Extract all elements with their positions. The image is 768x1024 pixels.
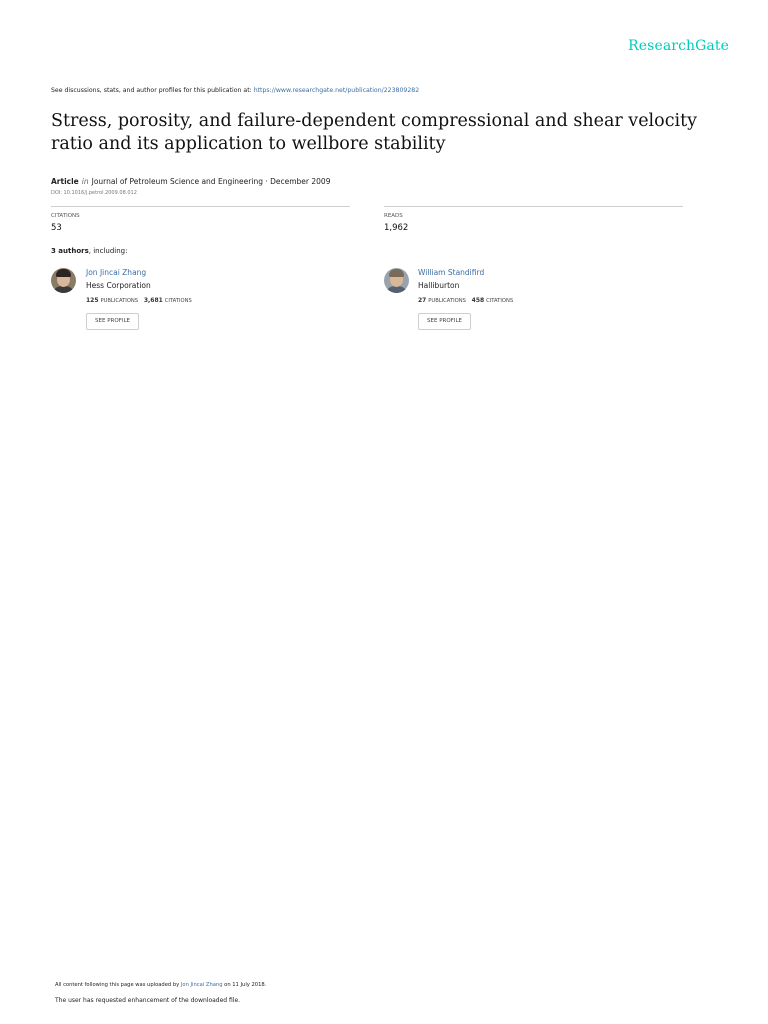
avatar[interactable]	[51, 268, 76, 293]
citations-label: CITATIONS	[51, 213, 80, 219]
author-citations-label: CITATIONS	[486, 298, 514, 304]
author-name-link[interactable]: William Standifird	[418, 268, 485, 277]
upload-prefix: All content following this page was uploaded by	[55, 982, 181, 988]
upload-notice	[55, 982, 266, 988]
uploader-link[interactable]: Jon Jincai Zhang	[180, 982, 223, 988]
avatar-hair	[56, 269, 71, 277]
avatar-hair	[389, 269, 404, 277]
discussion-prefix: See discussions, stats, and author profiles for this publication at:	[51, 87, 254, 94]
author-citation-count: 3,681	[143, 297, 163, 304]
divider-reads	[384, 206, 683, 207]
avatar-body	[385, 286, 408, 293]
paper-title: Stress, porosity, and failure-dependent compressional and shear velocity ratio and its application to wellbore stability	[51, 111, 698, 154]
see-profile-button[interactable]: SEE PROFILE	[418, 313, 471, 330]
reads-count: 1,962	[384, 223, 409, 233]
author-stats	[86, 297, 192, 304]
doi: DOI: 10.1016/j.petrol.2009.08.012	[51, 190, 137, 196]
author-stats	[418, 297, 513, 304]
author-affiliation: Halliburton	[418, 281, 460, 290]
reads-label: READS	[384, 213, 403, 219]
upload-suffix: on 11 July 2018.	[222, 982, 267, 988]
citations-count: 53	[51, 223, 62, 233]
publication-count: 125	[86, 297, 99, 304]
publications-label: PUBLICATIONS	[100, 298, 139, 304]
authors-suffix: , including:	[88, 247, 128, 255]
publication-link[interactable]: https://www.researchgate.net/publication/223809282	[253, 87, 420, 94]
author-citations-label: CITATIONS	[164, 298, 192, 304]
avatar-body	[52, 286, 75, 293]
researchgate-logo[interactable]: ResearchGate	[628, 38, 729, 54]
in-label: in	[81, 177, 89, 186]
authors-heading	[51, 247, 127, 255]
article-type: Article	[51, 177, 79, 186]
journal-date: Journal of Petroleum Science and Engineering · December 2009	[91, 177, 331, 186]
publication-count: 27	[418, 297, 427, 304]
author-name-link[interactable]: Jon Jincai Zhang	[86, 268, 147, 277]
authors-count: 3 authors	[51, 247, 89, 255]
article-meta	[51, 177, 330, 186]
discussion-notice	[51, 87, 419, 94]
author-affiliation: Hess Corporation	[86, 281, 151, 290]
enhancement-note: The user has requested enhancement of the downloaded file.	[55, 997, 241, 1004]
avatar[interactable]	[384, 268, 409, 293]
divider-citations	[51, 206, 350, 207]
author-citation-count: 458	[471, 297, 485, 304]
see-profile-button[interactable]: SEE PROFILE	[86, 313, 139, 330]
publications-label: PUBLICATIONS	[428, 298, 466, 304]
